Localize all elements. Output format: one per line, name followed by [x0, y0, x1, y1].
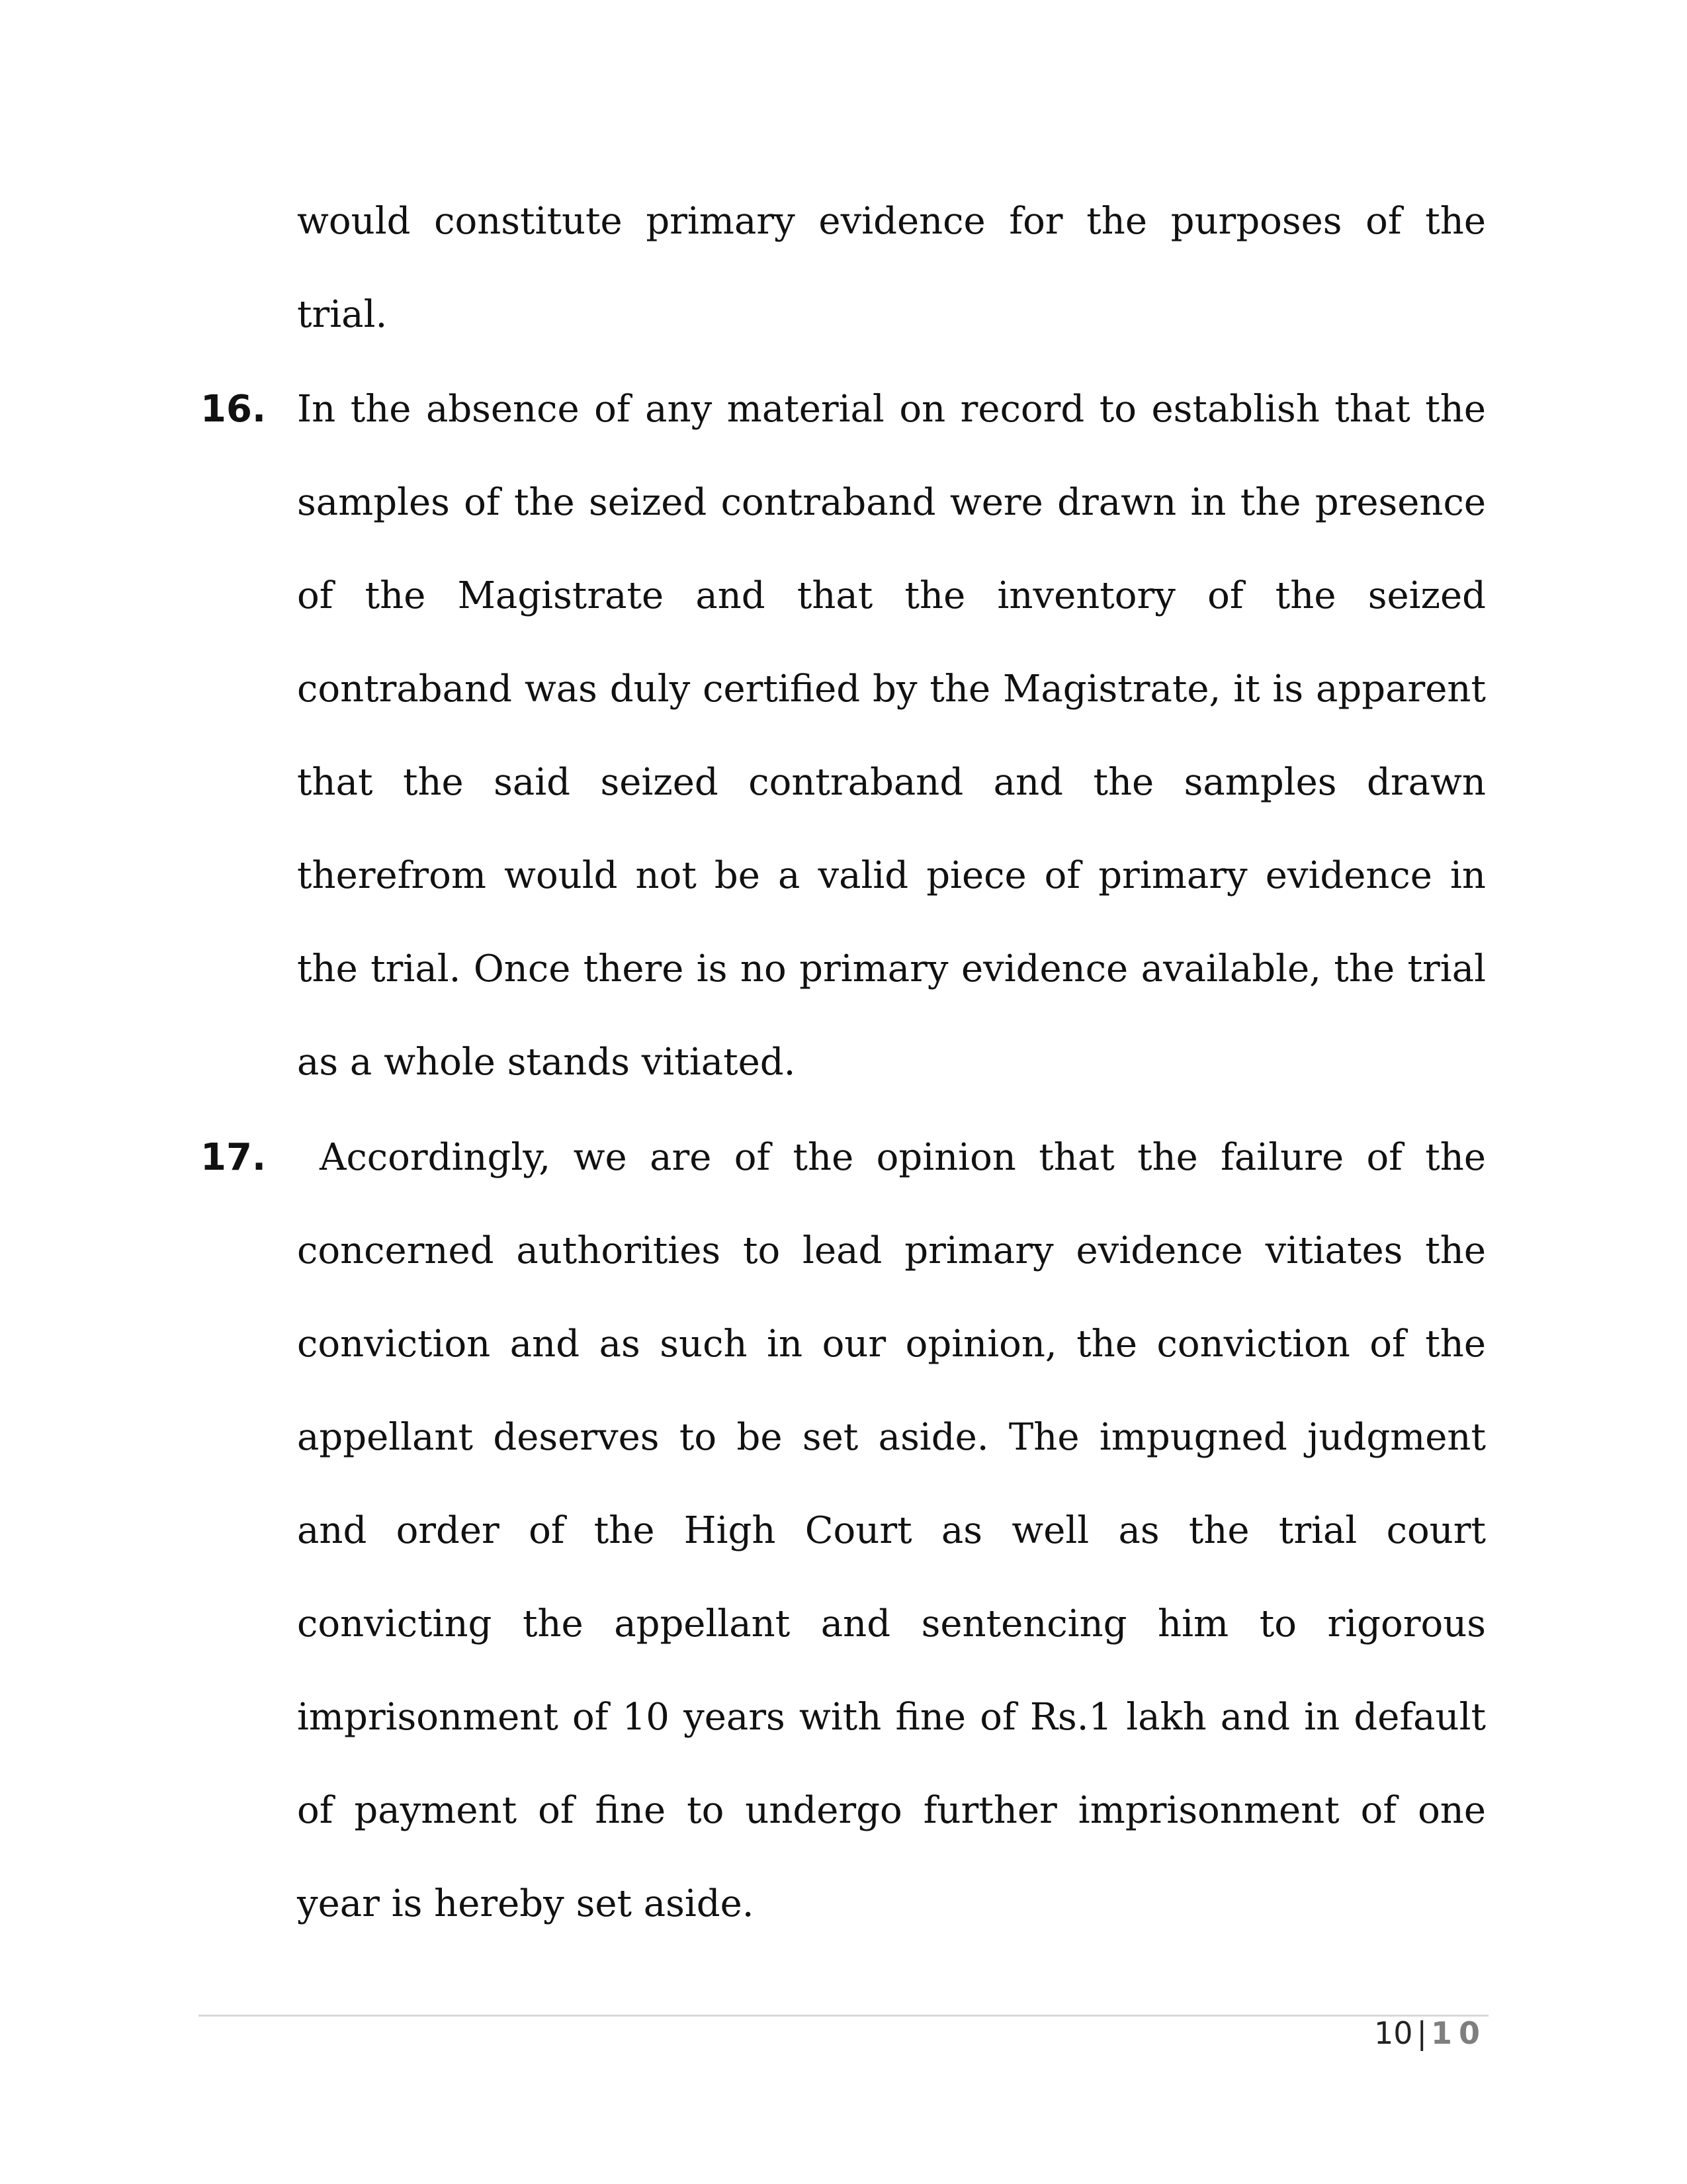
paragraph-17: Accordingly, we are of the opinion that the failure of the concerned authorities to lead primary evidence vitiates the conviction and as such in our opinion, the conviction of the appellant deserves to be set aside. The impugned judgment and order of the High Court as well as the trial court convicting the appellant and sentencing him to rigorous imprisonment of 10 years with fine of Rs.1 lakh and in default of payment of fine to undergo further imprisonment of one year is hereby set aside. [297, 1136, 1486, 1925]
paragraph-number-16: 16. [200, 388, 267, 431]
page-number [1374, 2011, 1487, 2055]
paragraph-16: In the absence of any material on record to establish that the samples of the seized contraband were drawn in the presence of the Magistrate and that the inventory of the seized contraband was duly certified by the Magistrate, it is apparent that the said seized contraband and the samples drawn therefrom would not be a valid piece of primary evidence in the trial. Once there is no primary evidence available, the trial as a whole stands vitiated. [297, 388, 1486, 1084]
paragraph-number-17: 17. [200, 1136, 267, 1179]
footer-divider [198, 2015, 1489, 2017]
page-separator: | [1416, 2015, 1427, 2051]
page-current: 10 [1373, 2015, 1413, 2051]
page-total: 10 [1430, 2015, 1487, 2051]
continuation-paragraph: would constitute primary evidence for the purposes of the trial. [297, 200, 1486, 336]
